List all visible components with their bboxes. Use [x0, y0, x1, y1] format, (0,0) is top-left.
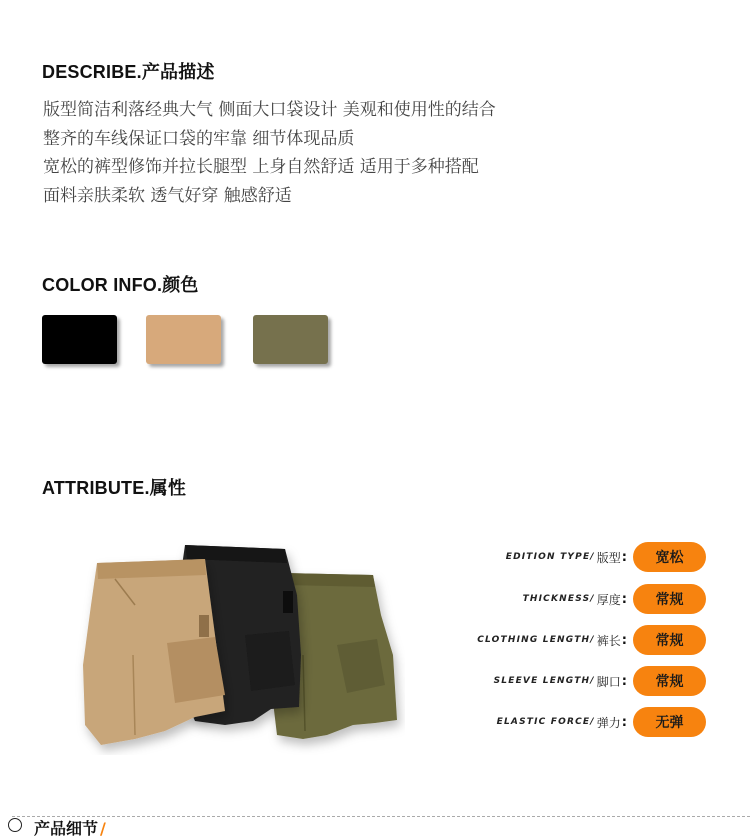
attribute-row-edition-type: [506, 542, 706, 572]
attribute-value-pill: 无弹: [633, 707, 706, 737]
describe-line: 面料亲肤柔软 透气好穿 触感舒适: [43, 185, 292, 206]
attribute-value-pill: 常规: [633, 666, 706, 696]
attribute-label-cn: 版型: [596, 550, 621, 565]
attribute-value-pill: 宽松: [633, 542, 706, 572]
attribute-row-elastic-force: [497, 707, 706, 737]
attribute-label-cn: 脚口: [596, 674, 621, 689]
circle-icon: [8, 818, 22, 832]
describe-line: 版型简洁利落经典大气 侧面大口袋设计 美观和使用性的结合: [43, 100, 496, 120]
attribute-label-cn: 弹力: [596, 715, 621, 730]
describe-line: 宽松的裤型修饰并拉长腿型 上身自然舒适 适用于多种搭配: [43, 157, 479, 177]
attribute-value-pill: 常规: [633, 625, 706, 655]
attribute-row-thickness: [523, 584, 706, 614]
product-details-slash: /: [100, 819, 106, 838]
attribute-label-en: SLEEVE LENGTH/: [493, 676, 595, 686]
color-swatch-army-green[interactable]: [253, 315, 328, 364]
attribute-colon: :: [621, 549, 627, 565]
attribute-colon: :: [621, 714, 627, 730]
attribute-label-en: ELASTIC FORCE/: [496, 717, 595, 727]
dotted-divider: [12, 816, 750, 817]
product-details-title: [34, 816, 106, 839]
attribute-colon: :: [621, 673, 627, 689]
attribute-value-pill: 常规: [633, 584, 706, 614]
color-swatch-black[interactable]: [42, 315, 117, 364]
attribute-title: ATTRIBUTE.属性: [42, 478, 187, 498]
describe-line: 整齐的车线保证口袋的牢靠 细节体现品质: [43, 128, 355, 149]
describe-title: DESCRIBE.产品描述: [42, 62, 215, 82]
attribute-label-en: CLOTHING LENGTH/: [477, 635, 595, 645]
attribute-colon: :: [621, 591, 627, 607]
attribute-label-cn: 厚度: [596, 592, 621, 607]
attribute-row-sleeve-length: [494, 666, 706, 696]
product-details-header: [0, 806, 750, 838]
product-image-shorts: [75, 535, 405, 755]
describe-text: [43, 96, 496, 210]
attribute-label-en: EDITION TYPE/: [505, 552, 595, 562]
product-details-label: 产品细节: [34, 819, 99, 838]
color-info-title: COLOR INFO.颜色: [42, 275, 199, 295]
attribute-label-cn: 裤长: [596, 633, 621, 648]
color-swatch-khaki[interactable]: [146, 315, 221, 364]
attribute-colon: :: [621, 632, 627, 648]
attribute-label-en: THICKNESS/: [522, 594, 595, 604]
attribute-row-clothing-length: [477, 625, 706, 655]
